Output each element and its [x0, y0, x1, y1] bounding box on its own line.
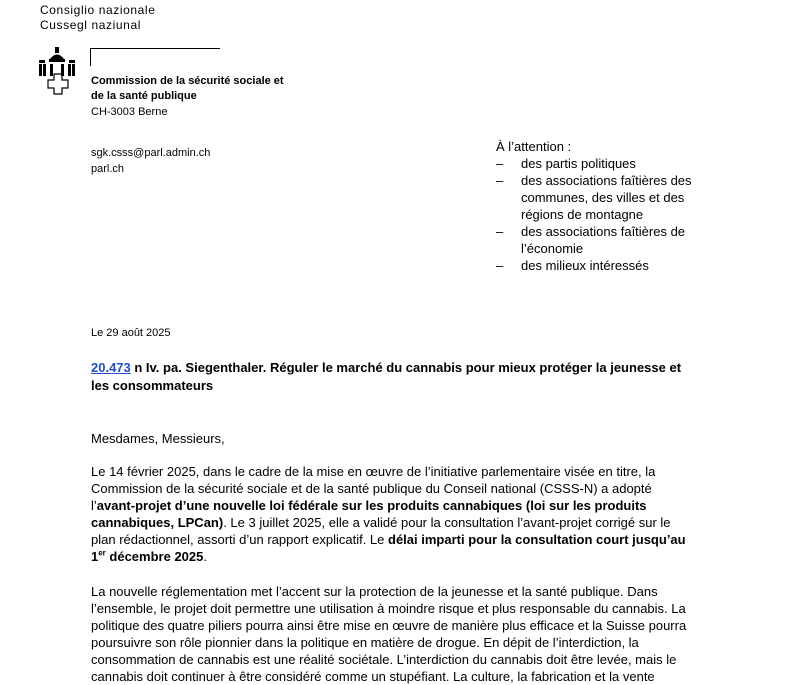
swiss-parliament-logo-icon	[37, 44, 79, 98]
council-name-it: Consiglio nazionale	[40, 3, 156, 17]
contact-block	[91, 145, 210, 177]
paragraph-bold-text: avant-projet d’une nouvelle loi fédérale sur les produits cannabiques (loi sur les produits cannabiques, LPCan)	[91, 498, 647, 530]
paragraph-text: .	[203, 549, 207, 564]
recipient-item	[496, 172, 726, 223]
address: CH-3003 Berne	[91, 106, 168, 118]
website-link[interactable]: parl.ch	[91, 163, 125, 175]
council-name	[40, 3, 155, 33]
letter-paragraph-2: La nouvelle réglementation met l’accent sur la protection de la jeunesse et la santé publique. Dans l’ensemble, le projet doit permettre une utilisation à moindre risque et plus responsable du cannabis. La politique des quatre piliers pourra ainsi être mise en œuvre de manière plus efficace et la Suisse pourra poursuivre son rôle pionnier dans la politique en matière de drogue. En dépit de l’interdiction, la consommation de cannabis est une réalité sociétale. L’interdiction du cannabis doit être levée, mais le cannabis doit continuer à être considéré comme un stupéfiant. La culture, la fabrication et la vente	[91, 584, 687, 684]
recipient-item	[496, 257, 726, 274]
recipients-block	[496, 138, 726, 274]
commission-name-line1: Commission de la sécurité sociale et	[91, 75, 284, 87]
header-rule	[90, 48, 220, 49]
paragraph-text: . Le 3 juillet 2025, elle a validé pour la consultation l’avant-projet corrigé sur le plan rédactionnel, assorti d’un rapport explicatif. Le	[91, 515, 671, 547]
letter-greeting: Mesdames, Messieurs,	[91, 431, 225, 446]
subject-reference-link[interactable]: 20.473	[91, 360, 131, 375]
recipient-item	[496, 155, 726, 172]
email-link[interactable]: sgk.csss@parl.admin.ch	[91, 147, 211, 159]
recipient-item-text: des partis politiques	[521, 156, 636, 171]
dash-icon: –	[496, 156, 504, 171]
recipients-list	[496, 155, 726, 274]
letter-paragraph-1	[91, 463, 691, 565]
letter-subject	[91, 359, 696, 395]
commission-name-line2: de la santé publique	[91, 90, 197, 102]
recipient-item-text: des milieux intéressés	[521, 258, 649, 273]
dash-icon: –	[496, 258, 504, 273]
dash-icon: –	[496, 173, 504, 188]
recipients-heading: À l’attention :	[496, 139, 572, 154]
letter-date: Le 29 août 2025	[91, 327, 171, 339]
commission-name	[91, 74, 284, 104]
paragraph-text: Le 14 février 2025, dans le cadre de la mise en œuvre de l’initiative parlementaire visée en titre, la Commission de la sécurité sociale et de la santé publique du Conseil national (CSSS-N) a adopté l’	[91, 464, 656, 513]
recipient-item-text: des associations faîtières des communes, des villes et des régions de montagne	[521, 173, 692, 222]
paragraph-superscript: er	[98, 548, 106, 558]
recipient-item	[496, 223, 726, 257]
paragraph-bold-text: délai imparti pour la consultation court jusqu’au 1	[91, 532, 686, 564]
header-rule-vertical	[90, 48, 91, 66]
council-name-rm: Cussegl naziunal	[40, 18, 141, 32]
subject-text: n Iv. pa. Siegenthaler. Réguler le marché du cannabis pour mieux protéger la jeunesse et les consommateurs	[91, 360, 682, 393]
dash-icon: –	[496, 224, 504, 239]
paragraph-bold-text: décembre 2025	[105, 549, 204, 564]
recipient-item-text: des associations faîtières de l’économie	[521, 224, 686, 256]
